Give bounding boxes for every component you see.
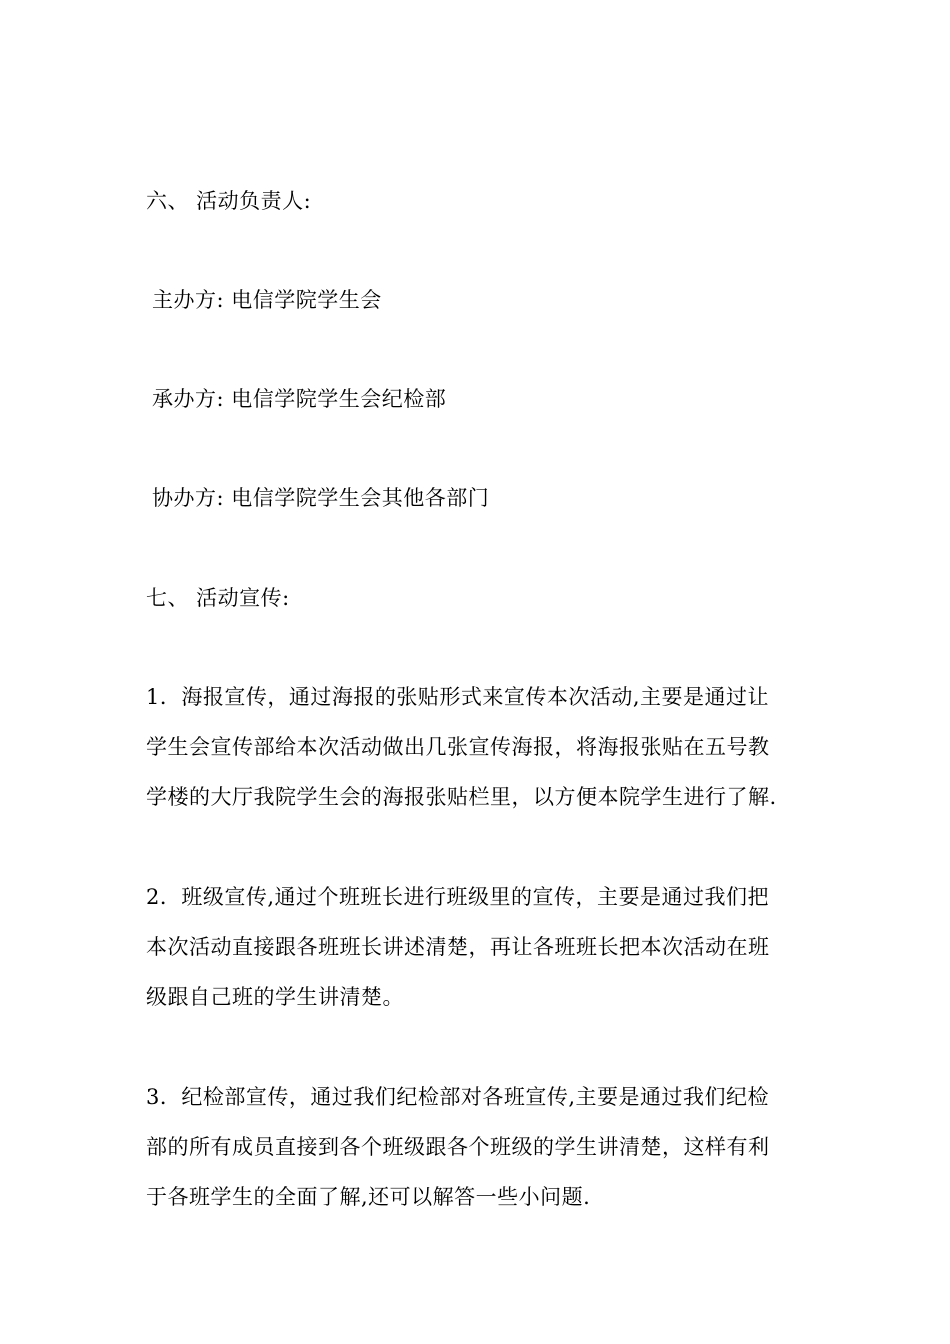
item-2-line-3: 级跟自己班的学生讲清楚。 bbox=[146, 985, 404, 1009]
section-7-heading: 七、 活动宣传: bbox=[146, 586, 290, 610]
item-3-line-2: 部的所有成员直接到各个班级跟各个班级的学生讲清楚，这样有利 bbox=[146, 1135, 770, 1159]
item-3-line-1: 3．纪检部宣传，通过我们纪检部对各班宣传,主要是通过我们纪检 bbox=[146, 1085, 770, 1109]
co-organizer-line: 协办方: 电信学院学生会其他各部门 bbox=[152, 486, 490, 510]
item-1-line-3: 学楼的大厅我院学生会的海报张贴栏里，以方便本院学生进行了解. bbox=[146, 785, 777, 809]
host-line: 主办方: 电信学院学生会 bbox=[152, 288, 382, 312]
organizer-line: 承办方: 电信学院学生会纪检部 bbox=[152, 387, 447, 411]
section-6-heading: 六、 活动负责人: bbox=[146, 189, 312, 213]
item-2-line-1: 2．班级宣传,通过个班班长进行班级里的宣传，主要是通过我们把 bbox=[146, 885, 770, 909]
item-1-line-1: 1．海报宣传，通过海报的张贴形式来宣传本次活动,主要是通过让 bbox=[146, 685, 770, 709]
item-1-line-2: 学生会宣传部给本次活动做出几张宣传海报，将海报张贴在五号教 bbox=[146, 735, 770, 759]
item-2-line-2: 本次活动直接跟各班班长讲述清楚，再让各班班长把本次活动在班 bbox=[146, 935, 770, 959]
item-3-line-3: 于各班学生的全面了解,还可以解答一些小问题. bbox=[146, 1185, 591, 1209]
